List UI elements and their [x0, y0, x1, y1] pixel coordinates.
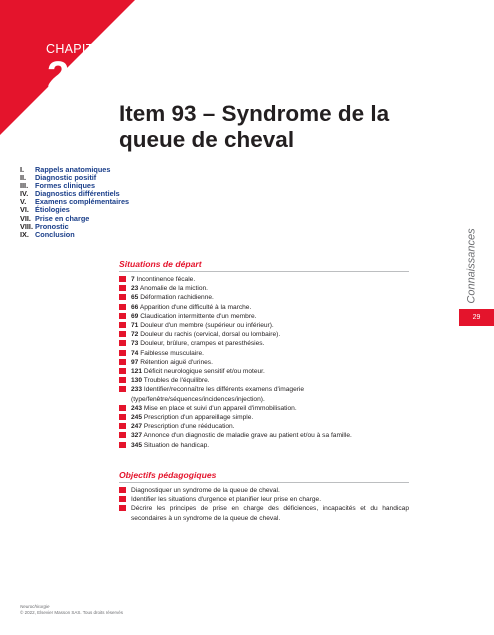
- chapter-label: CHAPITRE: [46, 42, 112, 56]
- bullet-square-icon: [119, 304, 126, 310]
- toc-num: V.: [20, 197, 27, 207]
- item-code: 65: [131, 294, 139, 302]
- item-text: Faiblesse musculaire.: [140, 349, 204, 357]
- toc-label: Conclusion: [35, 229, 75, 239]
- item-code: 245: [131, 414, 143, 422]
- item-text: Troubles de l'équilibre.: [143, 377, 210, 385]
- situation-item: [119, 404, 409, 413]
- situation-item: [119, 385, 409, 403]
- item-text: Prescription d'une rééducation.: [143, 423, 235, 431]
- item-text: Douleur du rachis (cervical, dorsal ou lombaire).: [140, 331, 281, 339]
- bullet-square-icon: [119, 294, 126, 300]
- toc-num: II.: [20, 173, 27, 183]
- item-text: Claudication intermittente d'un membre.: [140, 312, 257, 320]
- situation-item: [119, 284, 409, 293]
- bullet-square-icon: [119, 377, 126, 383]
- item-text: Déformation rachidienne.: [140, 294, 214, 302]
- toc-num: IV.: [20, 189, 29, 199]
- item-text: Apparition d'une difficulté à la marche.: [139, 303, 252, 311]
- toc-label: Diagnostic positif: [35, 173, 97, 183]
- item-text: Incontinence fécale.: [136, 276, 196, 283]
- bullet-square-icon: [119, 487, 126, 493]
- objectifs-list: [119, 486, 409, 523]
- toc-num: VIII.: [20, 221, 33, 231]
- footer-book-title: Neurochirurgie: [20, 604, 50, 609]
- item-text: Identifier/reconnaître les différents examens d'imagerie (type/fenêtre/séquences/incidences/injection).: [131, 386, 305, 403]
- objectifs-section: [119, 470, 409, 523]
- bullet-square-icon: [119, 331, 126, 337]
- situations-list: [119, 275, 409, 450]
- bullet-square-icon: [119, 359, 126, 365]
- item-code: 74: [131, 349, 139, 357]
- objective-item: [119, 495, 409, 504]
- bullet-square-icon: [119, 350, 126, 356]
- item-code: 72: [131, 331, 139, 339]
- toc-num: III.: [20, 181, 29, 191]
- item-code: 97: [131, 358, 139, 366]
- item-code: 69: [131, 312, 139, 320]
- situation-item: [119, 349, 409, 358]
- bullet-square-icon: [119, 368, 126, 374]
- bullet-square-icon: [119, 322, 126, 328]
- bullet-square-icon: [119, 505, 126, 511]
- page-title: Item 93 – Syndrome de la queue de cheval: [119, 101, 390, 152]
- toc-label: Pronostic: [35, 221, 69, 231]
- situation-item: [119, 330, 409, 339]
- side-section-label: [452, 226, 492, 306]
- bullet-square-icon: [119, 405, 126, 411]
- footer-copyright: © 2022, Elsevier Masson SAS. Tous droits réservés: [20, 610, 124, 615]
- item-code: 130: [131, 377, 143, 385]
- toc-num: VII.: [20, 213, 31, 223]
- item-text: Prescription d'un appareillage simple.: [143, 414, 254, 422]
- situation-item: [119, 339, 409, 348]
- situations-heading: Situations de départ: [119, 259, 409, 272]
- bullet-square-icon: [119, 496, 126, 502]
- item-text: Identifier les situations d'urgence et planifier leur prise en charge.: [131, 496, 322, 504]
- toc-label: Prise en charge: [35, 213, 90, 223]
- toc-label: Examens complémentaires: [35, 197, 130, 207]
- item-code: 23: [131, 285, 139, 293]
- toc-num: IX.: [20, 229, 29, 239]
- objective-item: [119, 504, 409, 522]
- side-label-text: Connaissances: [466, 228, 478, 304]
- toc-item[interactable]: [20, 231, 129, 239]
- bullet-square-icon: [119, 442, 126, 448]
- situation-item: [119, 413, 409, 422]
- situation-item: [119, 312, 409, 321]
- item-code: 233: [131, 386, 143, 394]
- toc-num: VI.: [20, 205, 29, 215]
- item-code: 121: [131, 368, 143, 376]
- item-code: 243: [131, 404, 143, 412]
- situation-item: [119, 376, 409, 385]
- situation-item: [119, 358, 409, 367]
- bullet-square-icon: [119, 414, 126, 420]
- objective-item: [119, 486, 409, 495]
- item-text: Douleur, brûlure, crampes et paresthésies.: [140, 340, 265, 348]
- page-number: 29: [472, 314, 481, 321]
- page-number-tab: [459, 309, 494, 326]
- situation-item: [119, 441, 409, 450]
- item-text: Décrire les principes de prise en charge des déficiences, incapacités et du handicap secondaires à un syndrome de la queue de cheval.: [131, 505, 409, 522]
- toc-label: Rappels anatomiques: [35, 165, 111, 174]
- situation-item: [119, 431, 409, 440]
- item-code: 71: [131, 322, 139, 330]
- bullet-square-icon: [119, 285, 126, 291]
- toc-label: Formes cliniques: [35, 181, 96, 191]
- item-text: Mise en place et suivi d'un appareil d'immobilisation.: [143, 404, 297, 412]
- toc-num: I.: [20, 165, 25, 174]
- item-text: Rétention aiguë d'urines.: [140, 358, 213, 366]
- item-code: 327: [131, 432, 143, 440]
- item-text: Diagnostiquer un syndrome de la queue de cheval.: [131, 487, 280, 494]
- bullet-square-icon: [119, 423, 126, 429]
- toc-label: Diagnostics différentiels: [35, 189, 120, 199]
- chapter-number: 2: [47, 54, 70, 98]
- situation-item: [119, 367, 409, 376]
- item-code: 7: [131, 276, 135, 283]
- item-code: 247: [131, 423, 143, 431]
- bullet-square-icon: [119, 386, 126, 392]
- situations-section: [119, 259, 409, 450]
- item-code: 66: [131, 303, 139, 311]
- situation-item: [119, 303, 409, 312]
- situation-item: [119, 321, 409, 330]
- situation-item: [119, 293, 409, 302]
- bullet-square-icon: [119, 340, 126, 346]
- item-text: Annonce d'un diagnostic de maladie grave au patient et/ou à sa famille.: [143, 432, 352, 440]
- item-text: Situation de handicap.: [143, 441, 210, 449]
- item-code: 345: [131, 441, 143, 449]
- table-of-contents: [20, 166, 129, 239]
- item-code: 73: [131, 340, 139, 348]
- bullet-square-icon: [119, 432, 126, 438]
- toc-label: Étiologies: [35, 205, 70, 215]
- item-text: Anomalie de la miction.: [139, 285, 208, 293]
- item-text: Déficit neurologique sensitif et/ou moteur.: [143, 368, 265, 376]
- footer: [20, 604, 123, 616]
- situation-item: [119, 275, 409, 284]
- objectifs-heading: Objectifs pédagogiques: [119, 470, 409, 483]
- item-text: Douleur d'un membre (supérieur ou inférieur).: [140, 322, 274, 330]
- bullet-square-icon: [119, 313, 126, 319]
- situation-item: [119, 422, 409, 431]
- bullet-square-icon: [119, 276, 126, 282]
